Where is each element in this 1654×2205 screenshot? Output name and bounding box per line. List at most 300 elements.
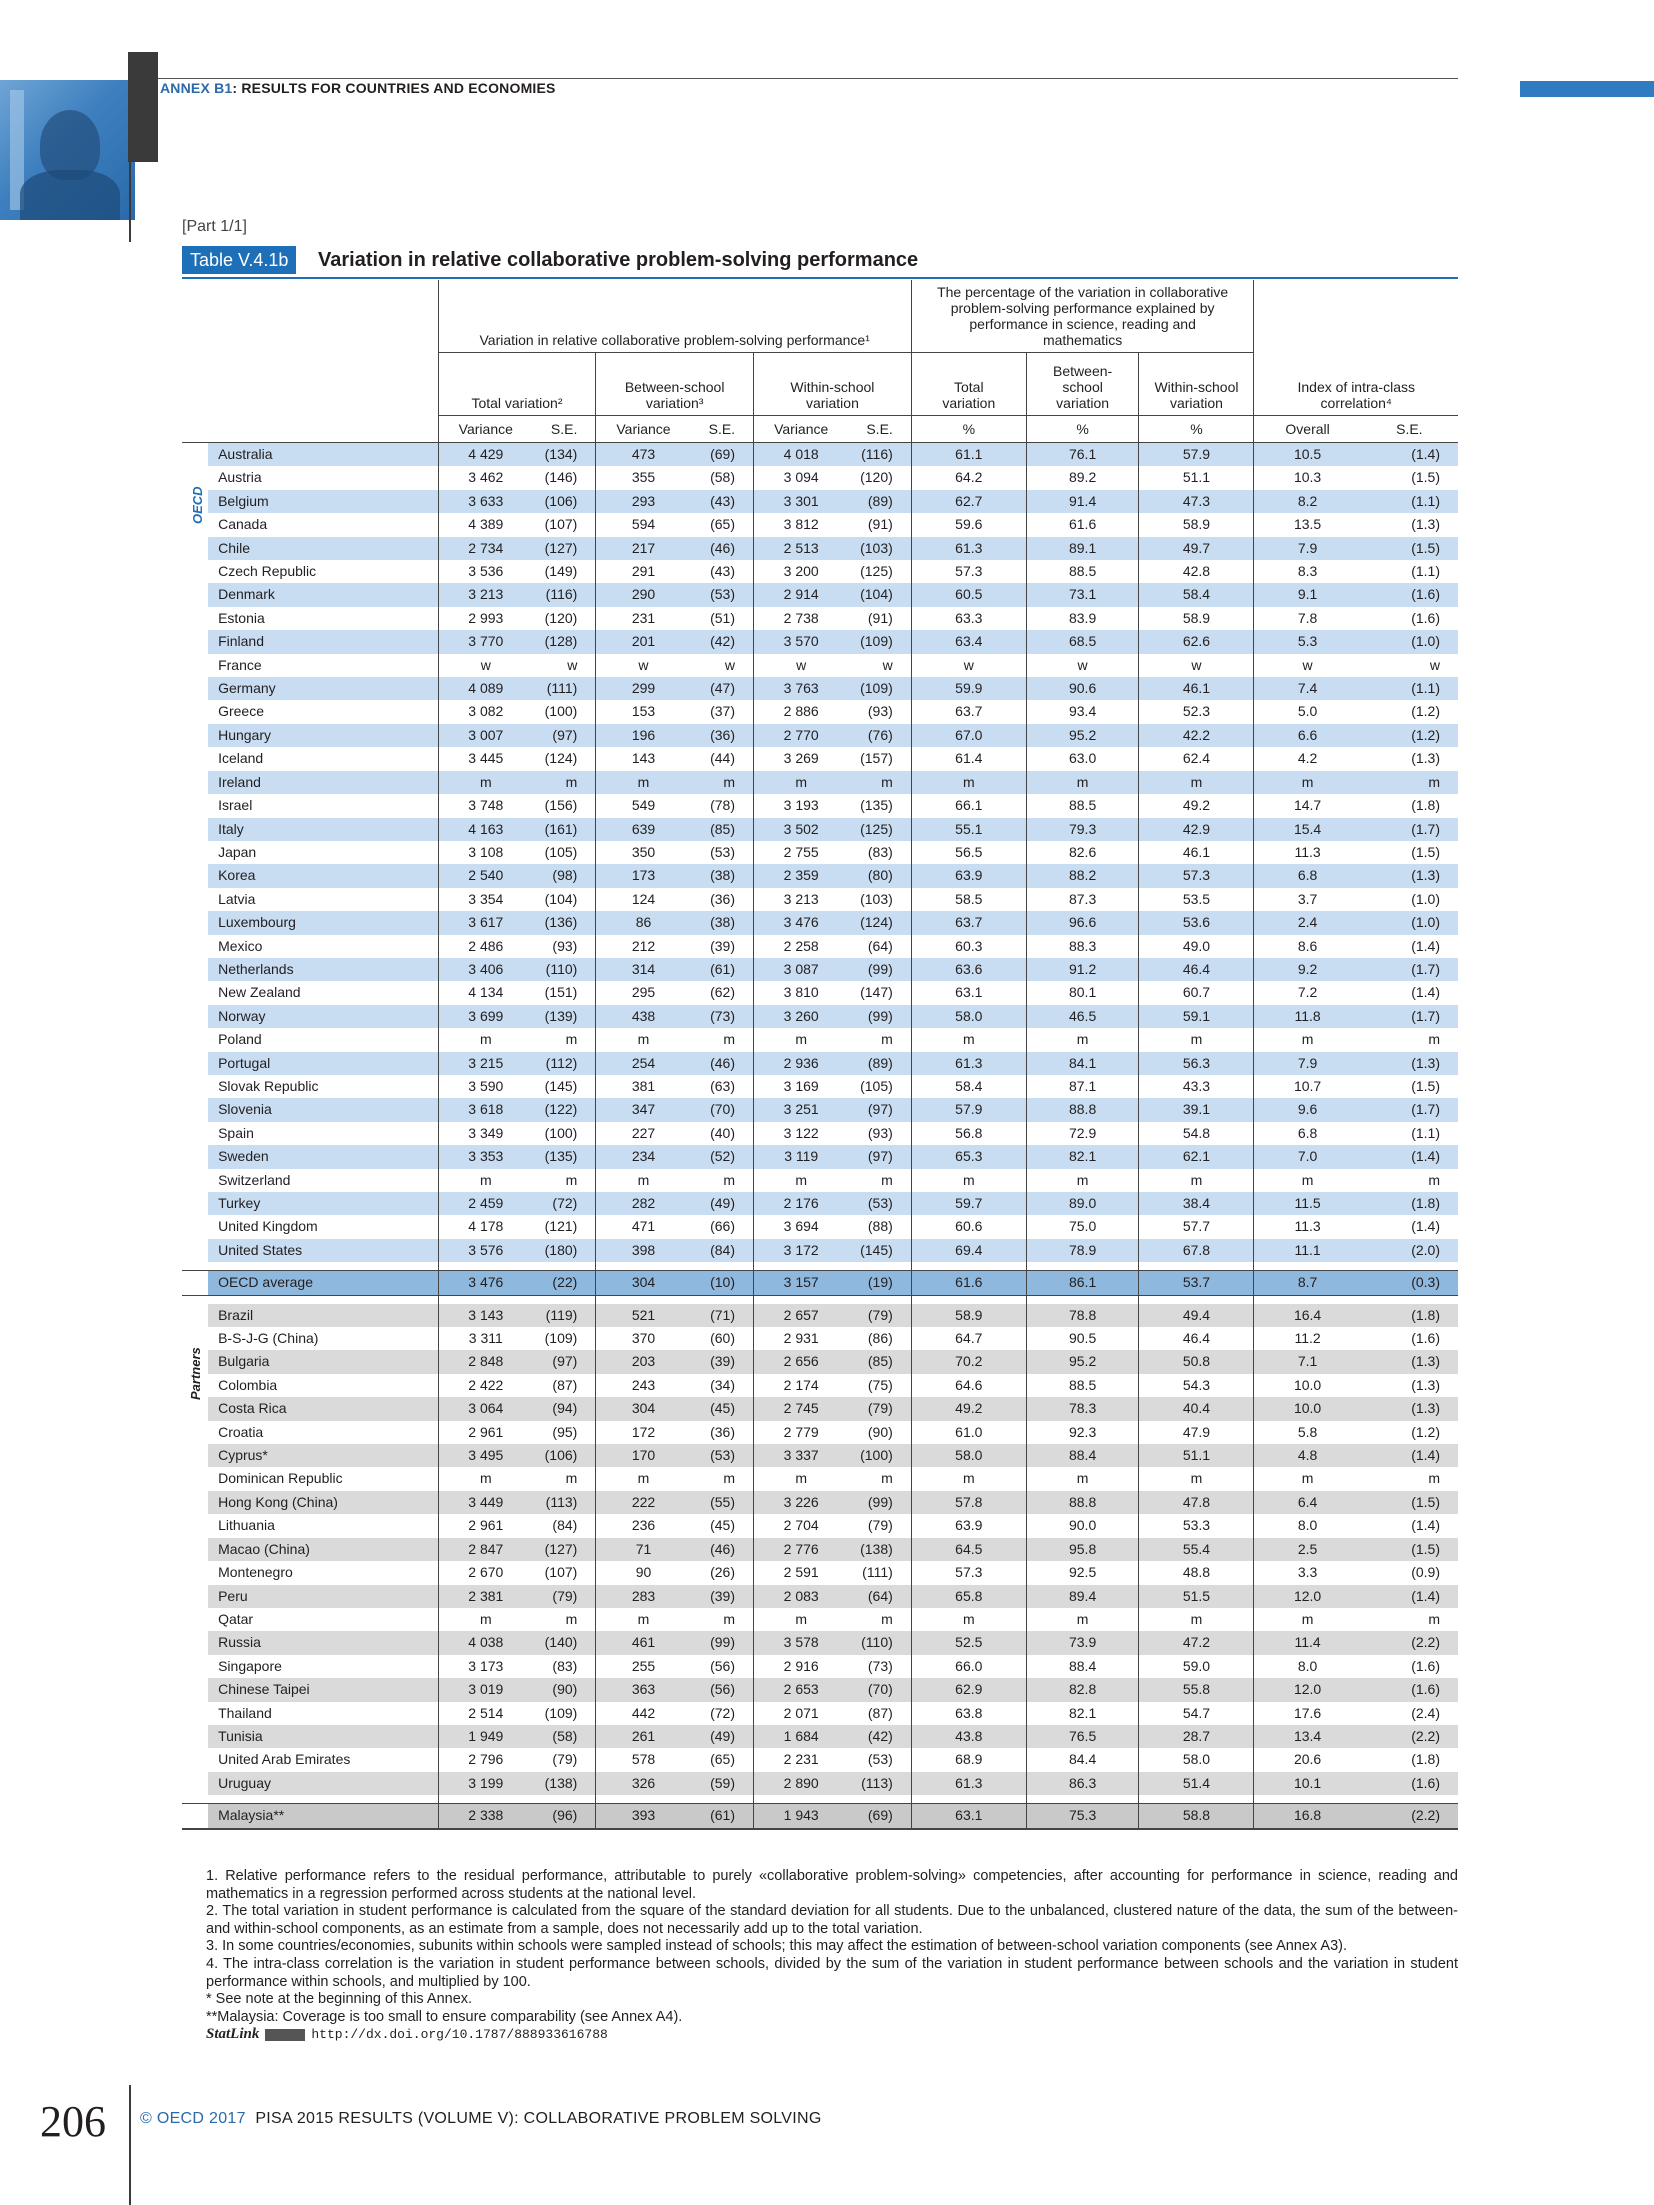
table-cell: m <box>881 1610 893 1627</box>
table-cell: 57.9 <box>1139 443 1254 467</box>
table-cell: (1.4) <box>1361 443 1458 467</box>
table-cell: 2 359 <box>754 864 849 887</box>
table-cell: (53) <box>691 1444 754 1467</box>
table-cell: 143 <box>596 747 691 770</box>
table-cell: 3 064 <box>438 1397 533 1420</box>
table-cell: 6.8 <box>1254 1122 1361 1145</box>
table-row <box>182 1304 1458 1327</box>
table-cell: m <box>691 771 754 794</box>
table-cell: (1.7) <box>1361 818 1458 841</box>
table-cell: 3 199 <box>438 1772 533 1795</box>
table-cell: 86.1 <box>1026 1271 1139 1295</box>
table-cell: 80.1 <box>1026 981 1139 1004</box>
table-cell: 170 <box>596 1444 691 1467</box>
table-cell: (1.7) <box>1361 958 1458 981</box>
footer-text <box>140 2110 822 2128</box>
table-cell: 290 <box>596 583 691 606</box>
group-gutter <box>182 1702 208 1725</box>
table-row <box>182 537 1458 560</box>
country-name: Dominican Republic <box>218 1470 343 1487</box>
table-cell: 88.2 <box>1026 864 1139 887</box>
table-cell: (88) <box>867 1218 893 1235</box>
table-cell: m <box>1139 1608 1254 1631</box>
table-cell: 2 931 <box>754 1327 849 1350</box>
table-cell: 4.8 <box>1254 1444 1361 1467</box>
table-cell: 2 770 <box>754 724 849 747</box>
table-cell: (1.3) <box>1411 516 1440 533</box>
table-cell: 89.1 <box>1026 537 1139 560</box>
table-cell: (1.3) <box>1411 1376 1440 1393</box>
table-cell: (109) <box>848 630 911 653</box>
header-pct-total: Total variation <box>911 353 1026 416</box>
table-row <box>182 1028 1458 1051</box>
table-cell: m <box>1254 1028 1361 1051</box>
table-cell: 63.1 <box>911 1804 1026 1829</box>
country-name: Belgium <box>208 490 438 513</box>
table-row <box>182 841 1458 864</box>
country-name: Chile <box>208 537 438 560</box>
table-cell: 61.3 <box>911 1772 1026 1795</box>
table-cell: m <box>754 1028 849 1051</box>
table-cell: 549 <box>596 794 691 817</box>
part-label: [Part 1/1] <box>182 218 247 235</box>
table-cell: m <box>754 1467 849 1490</box>
country-name: Sweden <box>208 1145 438 1168</box>
table-cell: (105) <box>544 843 578 860</box>
table-cell: (1.6) <box>1411 1330 1440 1347</box>
group-gutter <box>182 1538 208 1561</box>
table-cell: (99) <box>848 1491 911 1514</box>
partners-group-label: Partners <box>188 1347 203 1400</box>
table-cell: m <box>1428 1470 1440 1487</box>
country-name: OECD average <box>208 1271 438 1295</box>
table-cell: (147) <box>860 984 893 1001</box>
table-cell: 2 381 <box>438 1585 533 1608</box>
table-cell: 3 157 <box>754 1271 849 1295</box>
table-cell: (104) <box>848 583 911 606</box>
table-cell: (61) <box>691 1804 754 1829</box>
table-cell: (72) <box>533 1192 596 1215</box>
table-cell: m <box>1428 1171 1440 1188</box>
table-cell: m <box>881 1171 893 1188</box>
table-cell: 52.5 <box>911 1631 1026 1654</box>
table-cell: 3 618 <box>438 1098 533 1121</box>
table-cell: 2 231 <box>754 1748 849 1771</box>
table-cell: 47.2 <box>1139 1631 1254 1654</box>
table-cell: (85) <box>691 818 754 841</box>
table-cell: (100) <box>544 703 578 720</box>
table-cell: (19) <box>848 1271 911 1295</box>
statlink-url[interactable]: http://dx.doi.org/10.1787/888933616788 <box>311 2027 608 2043</box>
table-row <box>182 560 1458 583</box>
table-cell: (89) <box>848 490 911 513</box>
table-cell: 49.7 <box>1139 537 1254 560</box>
table-cell: (49) <box>691 1192 754 1215</box>
table-cell: (107) <box>544 516 578 533</box>
table-cell: 51.1 <box>1139 466 1254 489</box>
table-cell: (1.4) <box>1411 984 1440 1001</box>
table-cell: (116) <box>533 583 596 606</box>
table-cell: (146) <box>544 469 578 486</box>
footer-publication: PISA 2015 RESULTS (VOLUME V): COLLABORATIVE PROBLEM SOLVING <box>255 2110 822 2127</box>
table-cell: 2 914 <box>754 583 849 606</box>
table-row <box>182 1271 1458 1295</box>
table-cell: 59.6 <box>911 513 1026 536</box>
table-cell: 3 694 <box>754 1215 849 1238</box>
table-cell: 49.0 <box>1139 935 1254 958</box>
table-cell: 2 961 <box>438 1514 533 1537</box>
table-row <box>182 1655 1458 1678</box>
group-gutter <box>182 1608 208 1631</box>
table-cell: 93.4 <box>1026 700 1139 723</box>
table-cell: m <box>1254 1608 1361 1631</box>
table-cell: (145) <box>544 1077 578 1094</box>
table-cell: 28.7 <box>1139 1725 1254 1748</box>
table-cell: (53) <box>710 843 736 860</box>
table-cell: (106) <box>533 1444 596 1467</box>
table-cell: 92.5 <box>1026 1561 1139 1584</box>
table-cell: (46) <box>691 1052 754 1075</box>
table-cell: 88.3 <box>1026 935 1139 958</box>
table-cell: (69) <box>848 1804 911 1829</box>
group-gutter <box>182 1192 208 1215</box>
table-cell: 3 169 <box>754 1075 849 1098</box>
table-cell: 203 <box>596 1350 691 1373</box>
table-cell: 10.7 <box>1254 1075 1361 1098</box>
table-cell: 2 338 <box>438 1804 533 1829</box>
table-cell: 3 570 <box>754 630 849 653</box>
table-cell: (135) <box>533 1145 596 1168</box>
table-cell: 67.8 <box>1139 1239 1254 1262</box>
table-cell: m <box>881 1470 893 1487</box>
table-cell: (1.4) <box>1361 1585 1458 1608</box>
table-cell: (138) <box>533 1772 596 1795</box>
table-cell: 12.0 <box>1254 1585 1361 1608</box>
table-cell: 304 <box>596 1397 691 1420</box>
table-row <box>182 583 1458 606</box>
table-cell: 3 699 <box>438 1005 533 1028</box>
table-cell: 60.7 <box>1139 981 1254 1004</box>
footnote: 2. The total variation in student performance is calculated from the square of the standard deviation for all students. Due to the unbalanced, clustered nature of the data, the sum of the between- and within-school components, as an estimate from a sample, does not necessarily add up to the total variation. <box>206 1903 1458 1937</box>
table-cell: m <box>848 771 911 794</box>
table-cell: 72.9 <box>1026 1122 1139 1145</box>
table-cell: 67.0 <box>911 724 1026 747</box>
table-cell: 3 633 <box>438 490 533 513</box>
table-cell: 3 502 <box>754 818 849 841</box>
country-name: Peru <box>208 1585 438 1608</box>
table-cell: 63.1 <box>911 981 1026 1004</box>
table-row <box>182 1631 1458 1654</box>
table-cell: 3 763 <box>754 677 849 700</box>
table-cell: 3 200 <box>754 560 849 583</box>
table-cell: 62.1 <box>1139 1145 1254 1168</box>
table-cell: (109) <box>544 1704 578 1721</box>
subheader-variance: Variance <box>438 416 533 443</box>
table-cell: 57.3 <box>1139 864 1254 887</box>
table-cell: 2 459 <box>438 1192 533 1215</box>
table-cell: 56.5 <box>911 841 1026 864</box>
table-cell: 639 <box>596 818 691 841</box>
table-cell: 8.0 <box>1254 1514 1361 1537</box>
table-cell: 82.1 <box>1026 1702 1139 1725</box>
table-cell: 3 576 <box>438 1239 533 1262</box>
table-cell: 60.5 <box>911 583 1026 606</box>
table-cell: (99) <box>848 1005 911 1028</box>
table-cell: 90.6 <box>1026 677 1139 700</box>
table-cell: (1.7) <box>1361 1005 1458 1028</box>
table-row <box>182 1145 1458 1168</box>
table-cell: m <box>911 1467 1026 1490</box>
table-cell: 91.4 <box>1026 490 1139 513</box>
table-cell: (1.5) <box>1411 843 1440 860</box>
table-cell: 3 172 <box>754 1239 849 1262</box>
annex-code: ANNEX B1 <box>160 80 233 96</box>
table-cell: 54.8 <box>1139 1122 1254 1145</box>
table-row <box>182 1052 1458 1075</box>
country-name: Singapore <box>218 1657 282 1674</box>
table-cell: (2.2) <box>1361 1631 1458 1654</box>
table-cell: (104) <box>544 890 578 907</box>
table-cell: 1 684 <box>754 1725 849 1748</box>
table-cell: 3 462 <box>438 466 533 489</box>
table-cell: 65.8 <box>911 1585 1026 1608</box>
table-cell: (79) <box>848 1397 911 1420</box>
table-cell: (149) <box>544 563 578 580</box>
table-cell: 2 936 <box>754 1052 849 1075</box>
table-cell: 3 476 <box>754 911 849 934</box>
table-cell: m <box>911 1028 1026 1051</box>
group-gutter <box>182 1444 208 1467</box>
table-cell: 578 <box>596 1748 691 1771</box>
footnote: 4. The intra-class correlation is the variation in student performance between schools, divided by the sum of the variation in student performance between schools and the variation in student performance within schools, and multiplied by 100. <box>206 1955 1458 1990</box>
group-gutter <box>182 771 208 794</box>
table-cell: (1.3) <box>1411 750 1440 767</box>
table-row <box>182 888 1458 911</box>
table-cell: (99) <box>691 1631 754 1654</box>
table-cell: 2 776 <box>754 1538 849 1561</box>
table-row <box>182 1491 1458 1514</box>
table-cell: m <box>1026 771 1139 794</box>
table-cell: (119) <box>533 1304 596 1327</box>
table-cell: 86.3 <box>1026 1772 1139 1795</box>
table-row <box>182 911 1458 934</box>
country-name: Latvia <box>218 890 256 907</box>
country-name: Norway <box>208 1005 438 1028</box>
table-cell: 63.8 <box>911 1702 1026 1725</box>
table-cell: 11.1 <box>1254 1239 1361 1262</box>
table-cell: (90) <box>533 1678 596 1701</box>
table-cell: 78.8 <box>1026 1304 1139 1327</box>
table-cell: 4 018 <box>754 443 849 467</box>
table-cell: (69) <box>691 443 754 467</box>
table-cell: m <box>1361 771 1458 794</box>
malaysia-section <box>182 1795 1458 1828</box>
table-cell: 40.4 <box>1139 1397 1254 1420</box>
table-cell: (136) <box>533 911 596 934</box>
table-cell: 3 578 <box>754 1631 849 1654</box>
table-cell: 1 949 <box>438 1725 533 1748</box>
table-cell: (1.6) <box>1361 583 1458 606</box>
table-cell: m <box>723 1610 736 1627</box>
table-cell: 3 449 <box>438 1491 533 1514</box>
table-cell: (1.6) <box>1361 1678 1458 1701</box>
table-cell: 61.6 <box>1026 513 1139 536</box>
oecd-group-label: OECD <box>190 486 205 524</box>
subheader-pct: % <box>1026 416 1139 443</box>
table-cell: 11.5 <box>1254 1192 1361 1215</box>
table-cell: 9.2 <box>1254 958 1361 981</box>
table-cell: 88.5 <box>1026 1374 1139 1397</box>
table-cell: 2 174 <box>754 1374 849 1397</box>
table-cell: m <box>438 1169 533 1192</box>
table-cell: 71 <box>596 1538 691 1561</box>
table-cell: 8.2 <box>1254 490 1361 513</box>
group-gutter <box>182 1005 208 1028</box>
table-title: Variation in relative collaborative problem-solving performance <box>318 249 919 271</box>
country-name: Uruguay <box>208 1772 438 1795</box>
table-cell: (122) <box>533 1098 596 1121</box>
table-cell: (1.4) <box>1411 1218 1440 1235</box>
table-cell: (95) <box>552 1423 578 1440</box>
header-group-percentage: The percentage of the variation in collaborative problem-solving performance explained by performance in science, reading and mathematics <box>911 280 1254 353</box>
group-gutter <box>182 1239 208 1262</box>
table-cell: 10.0 <box>1254 1374 1361 1397</box>
table-cell: (120) <box>544 609 578 626</box>
country-name: Tunisia <box>208 1725 438 1748</box>
group-gutter <box>182 1585 208 1608</box>
table-cell: 295 <box>596 981 691 1004</box>
table-cell: 2 890 <box>754 1772 849 1795</box>
group-gutter <box>182 888 208 911</box>
table-cell: m <box>754 1169 849 1192</box>
table-cell: 196 <box>596 724 691 747</box>
group-gutter <box>182 1678 208 1701</box>
header-total-variation: Total variation² <box>438 353 596 416</box>
table-cell: m <box>723 1031 736 1048</box>
table-cell: 3 215 <box>438 1052 533 1075</box>
table-cell: 153 <box>596 700 691 723</box>
table-cell: (73) <box>867 1657 893 1674</box>
table-cell: 60.6 <box>911 1215 1026 1238</box>
table-cell: (26) <box>710 1564 736 1581</box>
table-cell: 2 779 <box>754 1421 849 1444</box>
table-cell: 47.9 <box>1139 1421 1254 1444</box>
group-gutter <box>182 958 208 981</box>
country-name: New Zealand <box>218 984 301 1001</box>
table-cell: (39) <box>691 1350 754 1373</box>
table-cell: (97) <box>533 724 596 747</box>
table-cell: 39.1 <box>1139 1098 1254 1121</box>
group-gutter <box>182 1145 208 1168</box>
table-cell: 73.1 <box>1026 583 1139 606</box>
table-cell: 381 <box>596 1075 691 1098</box>
table-cell: 58.9 <box>911 1304 1026 1327</box>
table-cell: (65) <box>710 1751 736 1768</box>
table-cell: 82.6 <box>1026 841 1139 864</box>
table-cell: (53) <box>691 583 754 606</box>
table-cell: (71) <box>691 1304 754 1327</box>
table-cell: 13.4 <box>1254 1725 1361 1748</box>
table-cell: w <box>882 656 893 673</box>
table-row <box>182 677 1458 700</box>
table-cell: 9.1 <box>1254 583 1361 606</box>
table-cell: 473 <box>596 443 691 467</box>
table-cell: 293 <box>596 490 691 513</box>
table-cell: 2 738 <box>754 607 849 630</box>
table-cell: m <box>1026 1028 1139 1051</box>
table-cell: (86) <box>867 1330 893 1347</box>
table-cell: 87.3 <box>1026 888 1139 911</box>
header-between-school: Between-school variation³ <box>596 353 754 416</box>
table-cell: 63.9 <box>911 1514 1026 1537</box>
table-cell: (90) <box>867 1423 893 1440</box>
table-row <box>182 654 1458 677</box>
table-cell: 61.1 <box>911 443 1026 467</box>
footnote: 1. Relative performance refers to the residual performance, attributable to purely «collaborative problem-solving» competencies, after accounting for performance in science, reading and mathematics in a regression performed across students at the national level. <box>206 1868 1458 1902</box>
table-cell: m <box>1139 771 1254 794</box>
group-gutter <box>182 1075 208 1098</box>
table-cell: 363 <box>596 1678 691 1701</box>
table-cell: 7.8 <box>1254 607 1361 630</box>
table-cell: 355 <box>596 466 691 489</box>
table-cell: (45) <box>710 1517 736 1534</box>
table-cell: (36) <box>691 724 754 747</box>
table-row <box>182 490 1458 513</box>
table-cell: (84) <box>691 1239 754 1262</box>
table-cell: 2 071 <box>754 1702 849 1725</box>
table-cell: (64) <box>848 1585 911 1608</box>
table-row <box>182 1075 1458 1098</box>
table-cell: 38.4 <box>1139 1192 1254 1215</box>
table-cell: (42) <box>691 630 754 653</box>
table-cell: 68.9 <box>911 1748 1026 1771</box>
table-cell: 59.0 <box>1139 1655 1254 1678</box>
table-cell: (89) <box>848 1052 911 1075</box>
table-cell: m <box>1254 1169 1361 1192</box>
country-name: Bulgaria <box>208 1350 438 1373</box>
table-cell: 47.8 <box>1139 1491 1254 1514</box>
country-name: France <box>218 656 262 673</box>
table-cell: 53.7 <box>1139 1271 1254 1295</box>
table-cell: (100) <box>544 1124 578 1141</box>
table-cell: 90 <box>596 1561 691 1584</box>
table-cell: 9.6 <box>1254 1098 1361 1121</box>
table-cell: m <box>1139 1169 1254 1192</box>
table-cell: 89.2 <box>1026 466 1139 489</box>
table-cell: (1.8) <box>1411 1751 1440 1768</box>
table-cell: (64) <box>867 937 893 954</box>
table-cell: 3 193 <box>754 794 849 817</box>
table-cell: (1.1) <box>1411 563 1440 580</box>
country-name: Russia <box>208 1631 438 1654</box>
table-cell: (156) <box>544 797 578 814</box>
table-cell: (1.5) <box>1361 537 1458 560</box>
table-cell: 11.4 <box>1254 1631 1361 1654</box>
table-cell: 6.8 <box>1254 864 1361 887</box>
country-name: Lithuania <box>218 1517 275 1534</box>
table-cell: 7.9 <box>1254 1052 1361 1075</box>
table-cell: m <box>438 1467 533 1490</box>
table-cell: 2 847 <box>438 1538 533 1561</box>
group-gutter <box>182 864 208 887</box>
table-cell: 75.3 <box>1026 1804 1139 1829</box>
group-gutter <box>182 1098 208 1121</box>
table-cell: 64.7 <box>911 1327 1026 1350</box>
table-cell: (65) <box>710 516 736 533</box>
table-cell: (112) <box>533 1052 596 1075</box>
table-cell: (0.9) <box>1411 1564 1440 1581</box>
group-gutter <box>182 981 208 1004</box>
